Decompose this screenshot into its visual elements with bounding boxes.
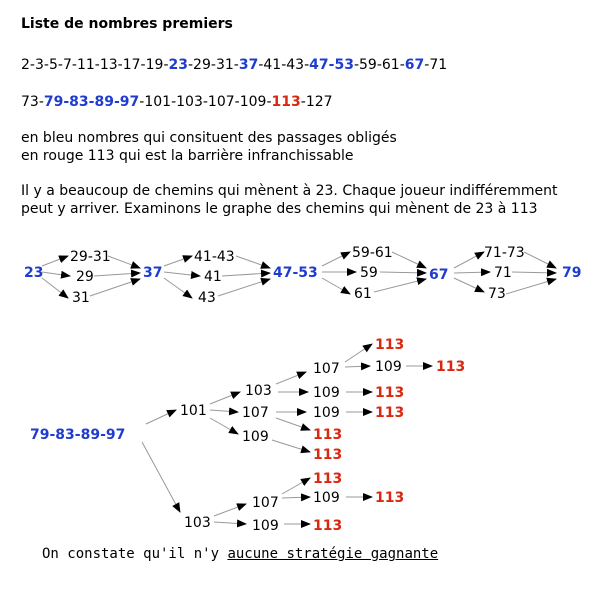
node-59-61: 59-61 (352, 245, 393, 261)
separator: - (140, 57, 146, 73)
edge (210, 392, 240, 404)
node-71-73: 71-73 (484, 245, 525, 261)
edge (345, 344, 372, 362)
edge (164, 278, 192, 298)
prime-number: 71 (429, 57, 448, 73)
node-41-43: 41-43 (194, 249, 235, 265)
edge (42, 256, 68, 266)
edge (524, 252, 556, 268)
edge (164, 256, 192, 266)
prime-number: 43 (286, 57, 305, 73)
prime-number: 7 (62, 57, 72, 73)
edge (276, 418, 310, 430)
prime-number: 67 (404, 57, 425, 73)
node-47-53: 47-53 (273, 265, 318, 281)
edge (210, 410, 238, 412)
conclusion-emphasis: aucune stratégie gagnante (227, 546, 439, 562)
prime-number: 2 (21, 57, 30, 73)
separator: - (304, 57, 310, 73)
prime-number: 47-53 (309, 57, 354, 73)
prime-number: 13 (99, 57, 118, 73)
node-79: 79 (562, 265, 582, 281)
prime-number: 3 (34, 57, 44, 73)
prime-number: 101 (144, 94, 172, 110)
edge (222, 273, 270, 276)
node-29: 29 (76, 269, 94, 285)
node-31: 31 (72, 290, 90, 306)
edge (164, 272, 200, 276)
edge (454, 272, 490, 273)
prime-number: 11 (76, 57, 95, 73)
node-23: 23 (24, 265, 44, 281)
node-109: 109 (375, 359, 402, 375)
node-109: 109 (313, 385, 340, 401)
node-113-barrier: 113 (313, 518, 343, 534)
edge (392, 252, 426, 268)
node-107: 107 (252, 495, 279, 511)
separator: - (399, 57, 405, 73)
node-41: 41 (204, 269, 222, 285)
edge (276, 372, 306, 384)
separator: - (376, 57, 382, 73)
node-113-barrier: 113 (313, 427, 343, 443)
separator: - (38, 94, 44, 110)
edge (380, 272, 426, 273)
node-59: 59 (360, 265, 378, 281)
node-109: 109 (313, 405, 340, 421)
edge (454, 252, 484, 268)
separator: - (163, 57, 169, 73)
node-103: 103 (245, 383, 272, 399)
separator: - (43, 57, 49, 73)
intro-paragraph-line-1: Il y a beaucoup de chemins qui mènent à 23. Chaque joueur indifféremment (21, 183, 558, 199)
edge (42, 272, 70, 276)
node-43: 43 (198, 290, 216, 306)
prime-number: 41 (263, 57, 282, 73)
separator: - (300, 94, 306, 110)
node-73: 73 (488, 286, 506, 302)
separator: - (57, 57, 63, 73)
separator: - (71, 57, 77, 73)
edge (454, 278, 484, 292)
edge (272, 440, 310, 452)
separator: - (233, 57, 239, 73)
prime-number: 107 (207, 94, 235, 110)
edge (236, 256, 270, 268)
page-title: Liste de nombres premiers (21, 16, 233, 32)
edge (214, 504, 246, 516)
edge (374, 279, 426, 292)
node-113-barrier: 113 (375, 490, 405, 506)
separator: - (266, 94, 272, 110)
separator: - (171, 94, 177, 110)
prime-number: 23 (168, 57, 188, 73)
prime-number: 17 (122, 57, 141, 73)
node-79-83-89-97: 79-83-89-97 (30, 427, 126, 443)
edge (108, 256, 140, 268)
node-113-barrier: 113 (375, 385, 405, 401)
prime-number: 29 (193, 57, 211, 73)
separator: - (94, 57, 100, 73)
prime-number: 127 (305, 94, 333, 110)
edge (322, 278, 350, 294)
separator: - (258, 57, 264, 73)
conclusion (42, 546, 438, 562)
prime-number: 31 (215, 57, 234, 73)
edge (94, 273, 140, 276)
separator: - (210, 57, 216, 73)
prime-number: 5 (48, 57, 58, 73)
node-109: 109 (242, 429, 269, 445)
edge (218, 279, 270, 296)
node-29-31: 29-31 (70, 249, 111, 265)
node-67: 67 (429, 267, 449, 283)
prime-number: 59 (359, 57, 377, 73)
node-101: 101 (180, 403, 207, 419)
separator: - (234, 94, 240, 110)
prime-number: 109 (239, 94, 267, 110)
edge (90, 279, 140, 296)
node-109: 109 (252, 518, 279, 534)
separator: - (281, 57, 287, 73)
intro-paragraph-line-2: peut y arriver. Examinons le graphe des chemins qui mènent de 23 à 113 (21, 201, 538, 217)
node-113-barrier: 113 (313, 447, 343, 463)
separator: - (353, 57, 359, 73)
node-71: 71 (494, 265, 512, 281)
node-103: 103 (184, 515, 211, 531)
conclusion-text: On constate qu'il n'y (42, 546, 228, 562)
separator: - (29, 57, 35, 73)
edge (282, 497, 310, 498)
node-113-barrier: 113 (313, 471, 343, 487)
node-113-barrier: 113 (375, 337, 405, 353)
edge (512, 272, 556, 273)
node-107: 107 (242, 405, 269, 421)
node-61: 61 (354, 286, 372, 302)
prime-number: 73 (21, 94, 39, 110)
prime-number: 19 (145, 57, 164, 73)
prime-number: 61 (381, 57, 400, 73)
edge (506, 279, 556, 294)
edge (214, 522, 246, 524)
edge (146, 410, 176, 424)
legend-blue: en bleu nombres qui consituent des passages obligés (21, 130, 397, 146)
edge (322, 252, 350, 266)
edge (42, 278, 68, 298)
separator: - (117, 57, 123, 73)
separator: - (202, 94, 208, 110)
edge (345, 366, 370, 367)
separator: - (139, 94, 145, 110)
edge (210, 418, 238, 434)
edge (142, 442, 180, 512)
node-113-barrier: 113 (375, 405, 405, 421)
node-109: 109 (313, 490, 340, 506)
separator: - (187, 57, 194, 73)
node-37: 37 (143, 265, 163, 281)
prime-number: 103 (176, 94, 203, 110)
prime-number: 113 (271, 94, 301, 110)
node-113-barrier: 113 (436, 359, 466, 375)
separator: - (424, 57, 430, 73)
legend-red: en rouge 113 qui est la barrière infranchissable (21, 148, 354, 164)
edge (282, 478, 310, 494)
prime-number: 79-83-89-97 (43, 94, 140, 110)
node-107: 107 (313, 361, 340, 377)
prime-number: 37 (238, 57, 259, 73)
